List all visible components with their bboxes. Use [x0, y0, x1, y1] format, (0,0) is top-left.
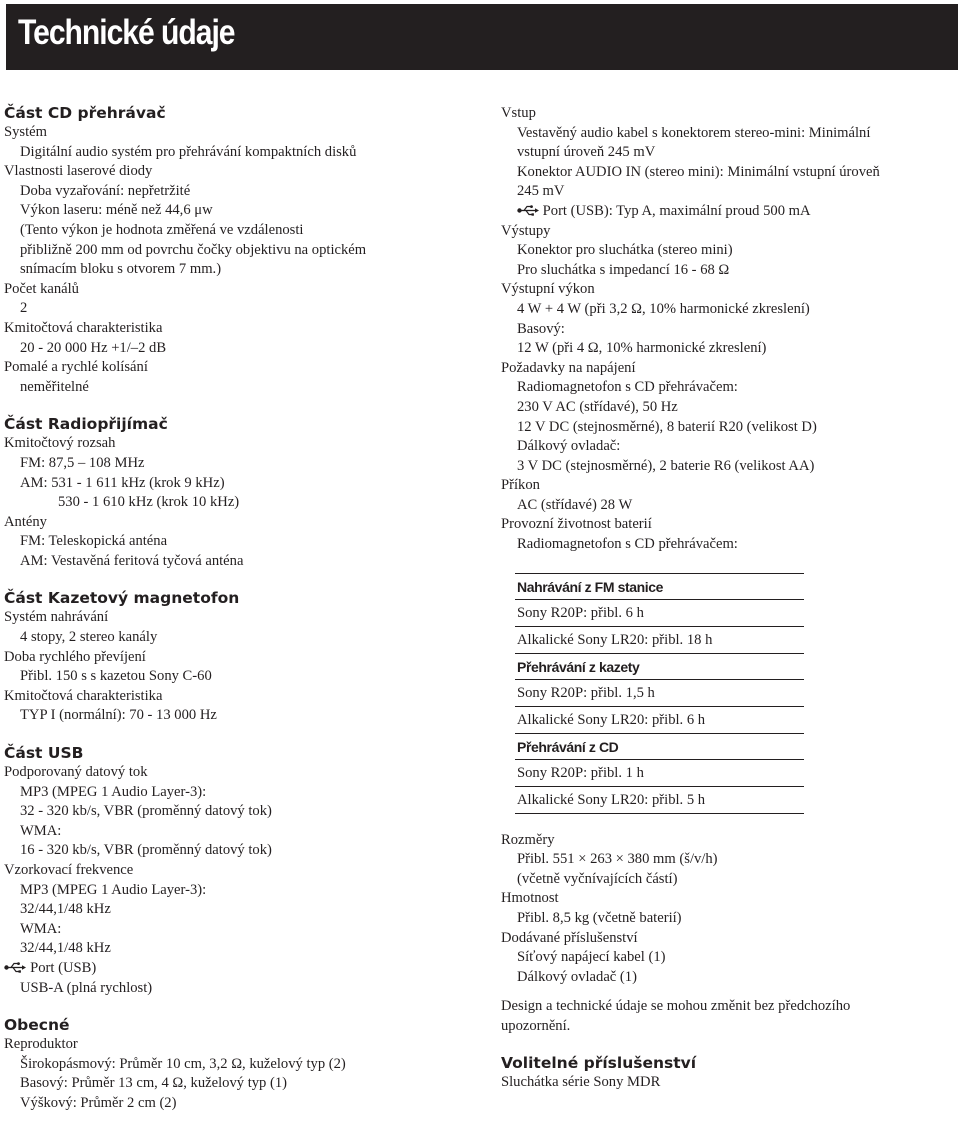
spec-value: Radiomagnetofon s CD přehrávačem:	[517, 379, 738, 396]
spec-value: AM: 531 - 1 611 kHz (krok 9 kHz)	[20, 474, 225, 491]
spec-value: AC (střídavé) 28 W	[517, 496, 633, 513]
section-heading: Volitelné příslušenství	[501, 1053, 697, 1072]
table-header: Nahrávání z FM stanice	[515, 573, 804, 600]
spec-label: Vstup	[501, 105, 536, 121]
spec-value: (Tento výkon je hodnota změřená ve vzdálenosti	[20, 221, 304, 238]
spec-value: Síťový napájecí kabel (1)	[517, 949, 666, 966]
spec-value: Radiomagnetofon s CD přehrávačem:	[517, 536, 738, 553]
note-line: Design a technické údaje se mohou změnit bez předchozího	[501, 998, 851, 1015]
table-header: Přehrávání z kazety	[515, 654, 804, 680]
spec-value: Sluchátka série Sony MDR	[501, 1073, 661, 1090]
spec-label: Příkon	[501, 477, 540, 494]
spec-value: Výškový: Průměr 2 cm (2)	[20, 1094, 177, 1111]
spec-value: FM: 87,5 – 108 MHz	[20, 454, 145, 471]
spec-value: Širokopásmový: Průměr 10 cm, 3,2 Ω, kuželový typ (2)	[20, 1055, 346, 1072]
spec-value: MP3 (MPEG 1 Audio Layer-3):	[20, 783, 207, 800]
spec-label: Kmitočtová charakteristika	[4, 319, 163, 336]
section-heading: Část USB	[4, 744, 84, 763]
left-column	[4, 103, 484, 1114]
note-line: upozornění.	[501, 1018, 571, 1034]
table-row: Alkalické Sony LR20: přibl. 5 h	[515, 787, 804, 814]
spec-label: Požadavky na napájení	[501, 359, 636, 376]
table-header: Přehrávání z CD	[515, 734, 804, 760]
disclaimer-note	[501, 997, 956, 1036]
spec-label-text: Port (USB)	[30, 959, 97, 976]
spec-label: Hmotnost	[501, 890, 559, 907]
section-heading: Část CD přehrávač	[4, 104, 166, 122]
spec-value: WMA:	[20, 920, 62, 937]
section-general	[4, 1015, 484, 1113]
spec-value: Konektor pro sluchátka (stereo mini)	[517, 242, 733, 259]
spec-value: 230 V AC (střídavé), 50 Hz	[517, 398, 678, 415]
spec-value: Vestavěný audio kabel s konektorem stereo-mini: Minimální	[517, 124, 871, 141]
spec-value: 4 stopy, 2 stereo kanály	[20, 629, 158, 646]
table-row: Sony R20P: přibl. 1,5 h	[515, 680, 804, 707]
spec-value: MP3 (MPEG 1 Audio Layer-3):	[20, 881, 207, 898]
table-row: Alkalické Sony LR20: přibl. 18 h	[515, 627, 804, 654]
spec-value: USB-A (plná rychlost)	[20, 979, 153, 996]
spec-value: Výkon laseru: méně než 44,6 μw	[20, 202, 213, 219]
spec-label: Kmitočtový rozsah	[4, 435, 116, 452]
spec-value: 2	[20, 300, 28, 317]
spec-value-text: Port (USB): Typ A, maximální proud 500 mA	[542, 202, 811, 219]
spec-value: 32/44,1/48 kHz	[20, 901, 111, 918]
spec-value: Dálkový ovladač:	[517, 438, 621, 455]
spec-value: FM: Teleskopická anténa	[20, 533, 168, 550]
spec-value: 12 V DC (stejnosměrné), 8 baterií R20 (velikost D)	[517, 418, 817, 435]
spec-value: AM: Vestavěná feritová tyčová anténa	[20, 552, 244, 569]
table-row: Alkalické Sony LR20: přibl. 6 h	[515, 707, 804, 734]
spec-value: Přibl. 551 × 263 × 380 mm (š/v/h)	[517, 851, 718, 868]
table-row: Sony R20P: přibl. 6 h	[515, 600, 804, 627]
spec-value: snímacím bloku s otvorem 7 mm.)	[20, 261, 222, 278]
section-heading: Část Kazetový magnetofon	[4, 589, 240, 608]
spec-value: 245 mV	[517, 183, 565, 200]
spec-label: Dodávané příslušenství	[501, 929, 638, 946]
page-title: Technické údaje	[18, 13, 235, 52]
spec-label: Antény	[4, 513, 47, 530]
spec-label: Systém	[4, 124, 47, 140]
right-column	[501, 104, 956, 1092]
spec-label: Vlastnosti laserové diody	[4, 163, 153, 180]
spec-value: (včetně vyčnívajících částí)	[517, 870, 678, 887]
spec-value: Basový: Průměr 13 cm, 4 Ω, kuželový typ (1)	[20, 1075, 288, 1092]
section-usb	[4, 743, 484, 998]
usb-port-label	[4, 959, 484, 979]
spec-label: Provozní životnost baterií	[501, 516, 652, 533]
spec-value: 32 - 320 kb/s, VBR (proměnný datový tok)	[20, 803, 272, 820]
spec-value: 12 W (při 4 Ω, 10% harmonické zkreslení)	[517, 340, 767, 357]
spec-label: Počet kanálů	[4, 280, 79, 297]
spec-label: Systém nahrávání	[4, 609, 109, 626]
spec-value: Přibl. 8,5 kg (včetně baterií)	[517, 910, 682, 927]
spec-label: Podporovaný datový tok	[4, 764, 148, 781]
spec-label: Reproduktor	[4, 1036, 78, 1053]
spec-value: 4 W + 4 W (při 3,2 Ω, 10% harmonické zkreslení)	[517, 300, 810, 317]
spec-value: 32/44,1/48 kHz	[20, 940, 111, 957]
spec-value: Přibl. 150 s s kazetou Sony C-60	[20, 668, 212, 685]
spec-value: Konektor AUDIO IN (stereo mini): Minimální vstupní úroveň	[517, 163, 880, 180]
spec-value: Pro sluchátka s impedancí 16 - 68 Ω	[517, 261, 730, 278]
usb-input-line	[501, 202, 956, 222]
spec-value: Doba vyzařování: nepřetržité	[20, 182, 191, 199]
section-radio	[4, 414, 484, 571]
section-cd	[4, 103, 484, 397]
spec-label: Kmitočtová charakteristika	[4, 687, 163, 704]
spec-value: Dálkový ovladač (1)	[517, 968, 637, 985]
spec-label: Vzorkovací frekvence	[4, 862, 134, 878]
spec-value: 3 V DC (stejnosměrné), 2 baterie R6 (velikost AA)	[517, 457, 815, 474]
table-row: Sony R20P: přibl. 1 h	[515, 760, 804, 787]
section-heading: Část Radiopřijímač	[4, 415, 168, 434]
spec-label: Výstupní výkon	[501, 281, 595, 298]
spec-value: 16 - 320 kb/s, VBR (proměnný datový tok)	[20, 842, 272, 859]
title-bar	[6, 4, 958, 70]
spec-label: Výstupy	[501, 222, 551, 239]
spec-value: 530 - 1 610 kHz (krok 10 kHz)	[58, 494, 240, 511]
spec-value: přibližně 200 mm od povrchu čočky objektivu na optickém	[20, 241, 367, 258]
usb-icon	[517, 203, 543, 219]
spec-value: Basový:	[517, 320, 565, 337]
spec-value: TYP I (normální): 70 - 13 000 Hz	[20, 707, 217, 724]
usb-icon	[4, 961, 30, 976]
spec-label: Doba rychlého převíjení	[4, 648, 146, 665]
spec-value: vstupní úroveň 245 mV	[517, 144, 656, 161]
spec-value: neměřitelné	[20, 378, 89, 395]
section-heading: Obecné	[4, 1016, 70, 1035]
battery-life-table	[515, 573, 804, 814]
spec-value: WMA:	[20, 822, 62, 839]
spec-label: Rozměry	[501, 831, 555, 848]
spec-value: Digitální audio systém pro přehrávání kompaktních disků	[20, 143, 357, 160]
spec-label: Pomalé a rychlé kolísání	[4, 359, 148, 376]
section-tape	[4, 588, 484, 726]
spec-value: 20 - 20 000 Hz +1/–2 dB	[20, 339, 167, 356]
